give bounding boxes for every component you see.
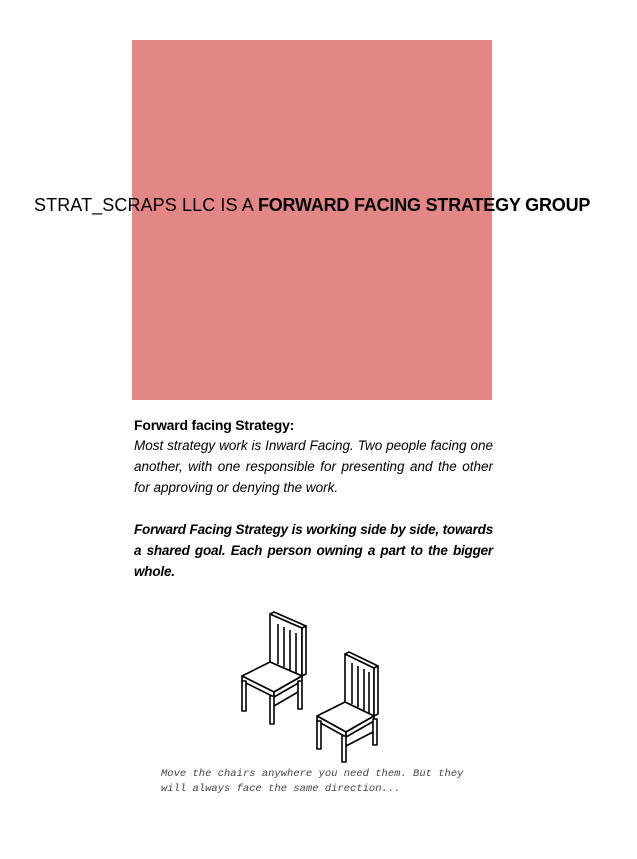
- article-paragraph-inward: Most strategy work is Inward Facing. Two people facing one another, with one responsible for presenting and the other for approving or denying the work.: [134, 438, 493, 495]
- caption-line: will always face the same direction...: [161, 783, 401, 795]
- article: [134, 415, 493, 582]
- two-chairs-icon: [232, 606, 392, 768]
- article-paragraph-forward: Forward Facing Strategy is working side by side, towards a shared goal. Each person owning a part to the bigger whole.: [134, 522, 493, 579]
- tagline-company: STRAT_SCRAPS LLC IS A: [34, 195, 258, 215]
- tagline-emphasis: FORWARD FACING STRATEGY GROUP: [257, 195, 591, 215]
- caption-line: Move the chairs anywhere you need them. But they: [161, 768, 464, 780]
- chair-front-icon: [317, 652, 378, 762]
- chair-back-icon: [242, 612, 306, 724]
- hero-color-block: [132, 40, 492, 400]
- tagline: [34, 193, 614, 217]
- illustration-caption: [161, 767, 481, 797]
- article-heading: Forward facing Strategy:: [134, 417, 295, 433]
